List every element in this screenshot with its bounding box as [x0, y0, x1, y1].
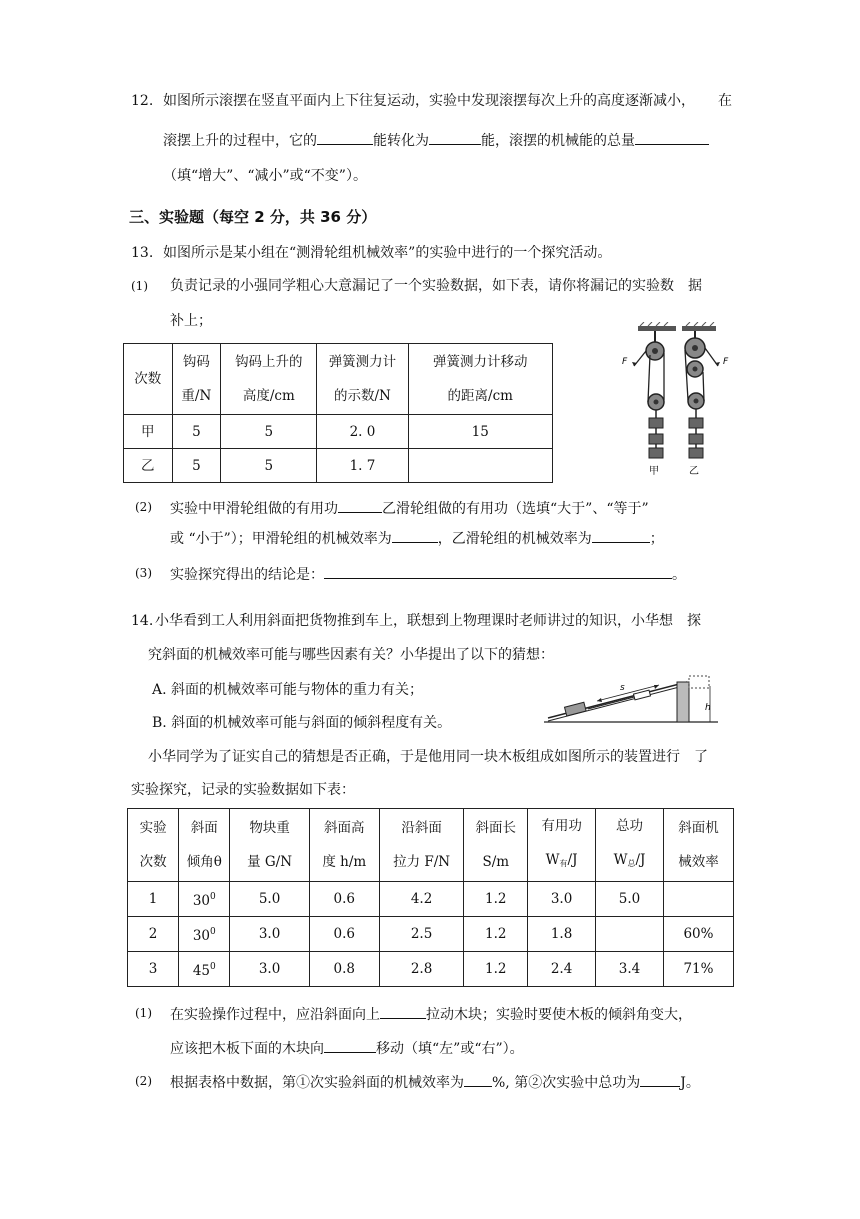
table-cell: 1. 7: [317, 449, 408, 483]
q13-part1-line1: 负责记录的小强同学粗心大意漏记了一个实验数据，如下表，请你将漏记的实验数 据: [170, 278, 702, 294]
q14-line4: 实验探究，记录的实验数据如下表：: [131, 782, 355, 798]
q13-blank-conclusion[interactable]: [324, 563, 672, 579]
header-cell-weight: 钩码 重/N: [172, 344, 221, 415]
q13-number: 13.: [131, 245, 154, 261]
table-cell: 5: [221, 449, 317, 483]
svg-text:F: F: [622, 357, 628, 367]
incline-figure: [542, 668, 720, 730]
svg-text:F: F: [723, 357, 729, 367]
pulley-data-table: [123, 343, 553, 483]
header-cell-height: 钩码上升的 高度/cm: [221, 344, 317, 415]
header-cell: 斜面 倾角θ: [179, 809, 230, 882]
q12-blank-3[interactable]: [635, 129, 709, 145]
q14-line1: 小华看到工人利用斜面把货物推到车上，联想到上物理课时老师讲过的知识，小华想 探: [155, 613, 701, 629]
q14-blank-efficiency[interactable]: [464, 1071, 492, 1087]
table-cell: 15: [408, 415, 553, 449]
q12-line2: [163, 129, 709, 151]
header-cell: 斜面高 度 h/m: [309, 809, 379, 882]
table-cell: 0.8: [309, 952, 379, 987]
header-cell: 有用功 $W_有/J$: [528, 809, 596, 882]
header-cell: 沿斜面 拉力 F/N: [379, 809, 464, 882]
table-cell: 2.4: [528, 952, 596, 987]
table-row: [128, 952, 734, 987]
table-cell: $45^0$: [179, 952, 230, 987]
table-cell: 3.0: [528, 882, 596, 917]
q14-option-b: B. 斜面的机械效率可能与斜面的倾斜程度有关。: [152, 715, 452, 731]
q12-line2-part-a: 滚摆上升的过程中，它的: [163, 133, 317, 149]
table-cell: 3.0: [230, 917, 309, 952]
q13-intro: 如图所示是某小组在“测滑轮组机械效率”的实验中进行的一个探究活动。: [163, 245, 612, 261]
q14-line3: 小华同学为了证实自己的猜想是否正确，于是他用同一块木板组成如图所示的装置进行 了: [148, 749, 708, 765]
table-cell: 5: [172, 415, 221, 449]
table-cell-missing-value[interactable]: [408, 449, 553, 483]
header-cell: 斜面机 械效率: [663, 809, 733, 882]
table-cell: 乙: [124, 449, 173, 483]
table-header-row: [128, 809, 734, 882]
pulley-jia-icon: [622, 331, 664, 458]
table-cell: 1.2: [464, 882, 528, 917]
header-cell: 物块重 量 G/N: [230, 809, 309, 882]
wooden-block-icon: [565, 702, 587, 716]
q13-part3-number: (3): [135, 566, 152, 580]
label-s: s: [620, 683, 625, 693]
q14-number: 14.: [131, 613, 154, 629]
q13-part1-line2: 补上；: [170, 313, 212, 329]
table-cell: 2.8: [379, 952, 464, 987]
q12-blank-1[interactable]: [317, 129, 373, 145]
figure-label-jia: 甲: [649, 466, 659, 477]
table-cell: 0.6: [309, 882, 379, 917]
table-cell: 1.8: [528, 917, 596, 952]
table-cell: 1: [128, 882, 179, 917]
header-cell: 总功 $W_总/J$: [596, 809, 664, 882]
q14-blank-pull-manner[interactable]: [380, 1003, 426, 1019]
table-cell: 2. 0: [317, 415, 408, 449]
header-cell-trials: 次数: [124, 344, 173, 415]
table-cell: 5.0: [230, 882, 309, 917]
q12-line1: 如图所示滚摆在竖直平面内上下往复运动，实验中发现滚摆每次上升的高度逐渐减小，: [163, 93, 695, 109]
table-cell: 60%: [663, 917, 733, 952]
table-cell-missing-value[interactable]: [596, 917, 664, 952]
table-row: [128, 882, 734, 917]
q14-blank-total-work[interactable]: [640, 1071, 680, 1087]
label-h: h: [705, 703, 711, 713]
pulley-yi-icon: [685, 331, 729, 458]
q14-blank-direction[interactable]: [324, 1037, 376, 1053]
table-cell-missing-value[interactable]: [663, 882, 733, 917]
figure-label-yi: 乙: [689, 466, 699, 477]
table-row: [124, 449, 553, 483]
q13-part2-line1: 实验中甲滑轮组做的有用功 乙滑轮组做的有用功（选填“大于”、“等于”: [170, 497, 649, 519]
table-cell: 3.0: [230, 952, 309, 987]
q12-number: 12.: [131, 93, 154, 109]
q12-line2-part-b: 能转化为: [373, 133, 429, 149]
table-cell: 0.6: [309, 917, 379, 952]
table-cell: 甲: [124, 415, 173, 449]
table-cell: 1.2: [464, 917, 528, 952]
table-cell: 3.4: [596, 952, 664, 987]
q13-part3-line: 实验探究得出的结论是： 。: [170, 563, 686, 585]
q14-line2: 究斜面的机械效率可能与哪些因素有关？小华提出了以下的猜想：: [148, 647, 554, 663]
table-cell: 5.0: [596, 882, 664, 917]
q13-blank-useful-work[interactable]: [338, 497, 382, 513]
table-row: [124, 415, 553, 449]
q14-part2-number: (2): [135, 1074, 152, 1088]
table-row: [128, 917, 734, 952]
table-cell: $30^0$: [179, 882, 230, 917]
table-header-row: [124, 344, 553, 415]
q14-part2-line: 根据表格中数据，第①次实验斜面的机械效率为 %, 第②次实验中总功为 J。: [170, 1071, 700, 1093]
table-cell: 1.2: [464, 952, 528, 987]
table-cell: 3: [128, 952, 179, 987]
support-block-icon: [677, 682, 689, 722]
q14-part1-number: (1): [135, 1006, 152, 1020]
q13-part2-number: (2): [135, 500, 152, 514]
table-cell: $30^0$: [179, 917, 230, 952]
header-cell-spring-reading: 弹簧测力计 的示数/N: [317, 344, 408, 415]
table-cell: 2: [128, 917, 179, 952]
q12-blank-2[interactable]: [429, 129, 481, 145]
table-cell: 71%: [663, 952, 733, 987]
q12-line3: （填“增大”、“减小”或“不变”）。: [163, 168, 367, 184]
q14-option-a: A. 斜面的机械效率可能与物体的重力有关；: [152, 682, 424, 698]
table-cell: 5: [172, 449, 221, 483]
q14-part1-line1: 在实验操作过程中，应沿斜面向上 拉动木块；实验时要使木板的倾斜角变大，: [170, 1003, 692, 1025]
ceiling-icon: [638, 322, 716, 331]
q13-part1-number: (1): [131, 279, 148, 293]
q13-part2-line2: 或 “小于”）；甲滑轮组的机械效率为 ，乙滑轮组的机械效率为 ；: [170, 527, 664, 549]
q12-line1-end: 在: [718, 93, 732, 109]
table-cell: 2.5: [379, 917, 464, 952]
header-cell-spring-distance: 弹簧测力计移动 的距离/cm: [408, 344, 553, 415]
header-cell: 实验 次数: [128, 809, 179, 882]
q14-part1-line2: 应该把木板下面的木块向 移动（填“左”或“右”）。: [170, 1037, 524, 1059]
pulley-system-figure: [610, 322, 735, 478]
table-cell: 4.2: [379, 882, 464, 917]
q12-line2-part-c: 能，滚摆的机械能的总量: [481, 133, 635, 149]
q13-blank-efficiency-jia[interactable]: [392, 527, 438, 543]
incline-data-table: [127, 808, 734, 987]
section-title: 三、实验题（每空 2 分，共 36 分）: [129, 208, 377, 226]
q13-blank-efficiency-yi[interactable]: [592, 527, 650, 543]
header-cell: 斜面长 S/m: [464, 809, 528, 882]
table-cell: 5: [221, 415, 317, 449]
